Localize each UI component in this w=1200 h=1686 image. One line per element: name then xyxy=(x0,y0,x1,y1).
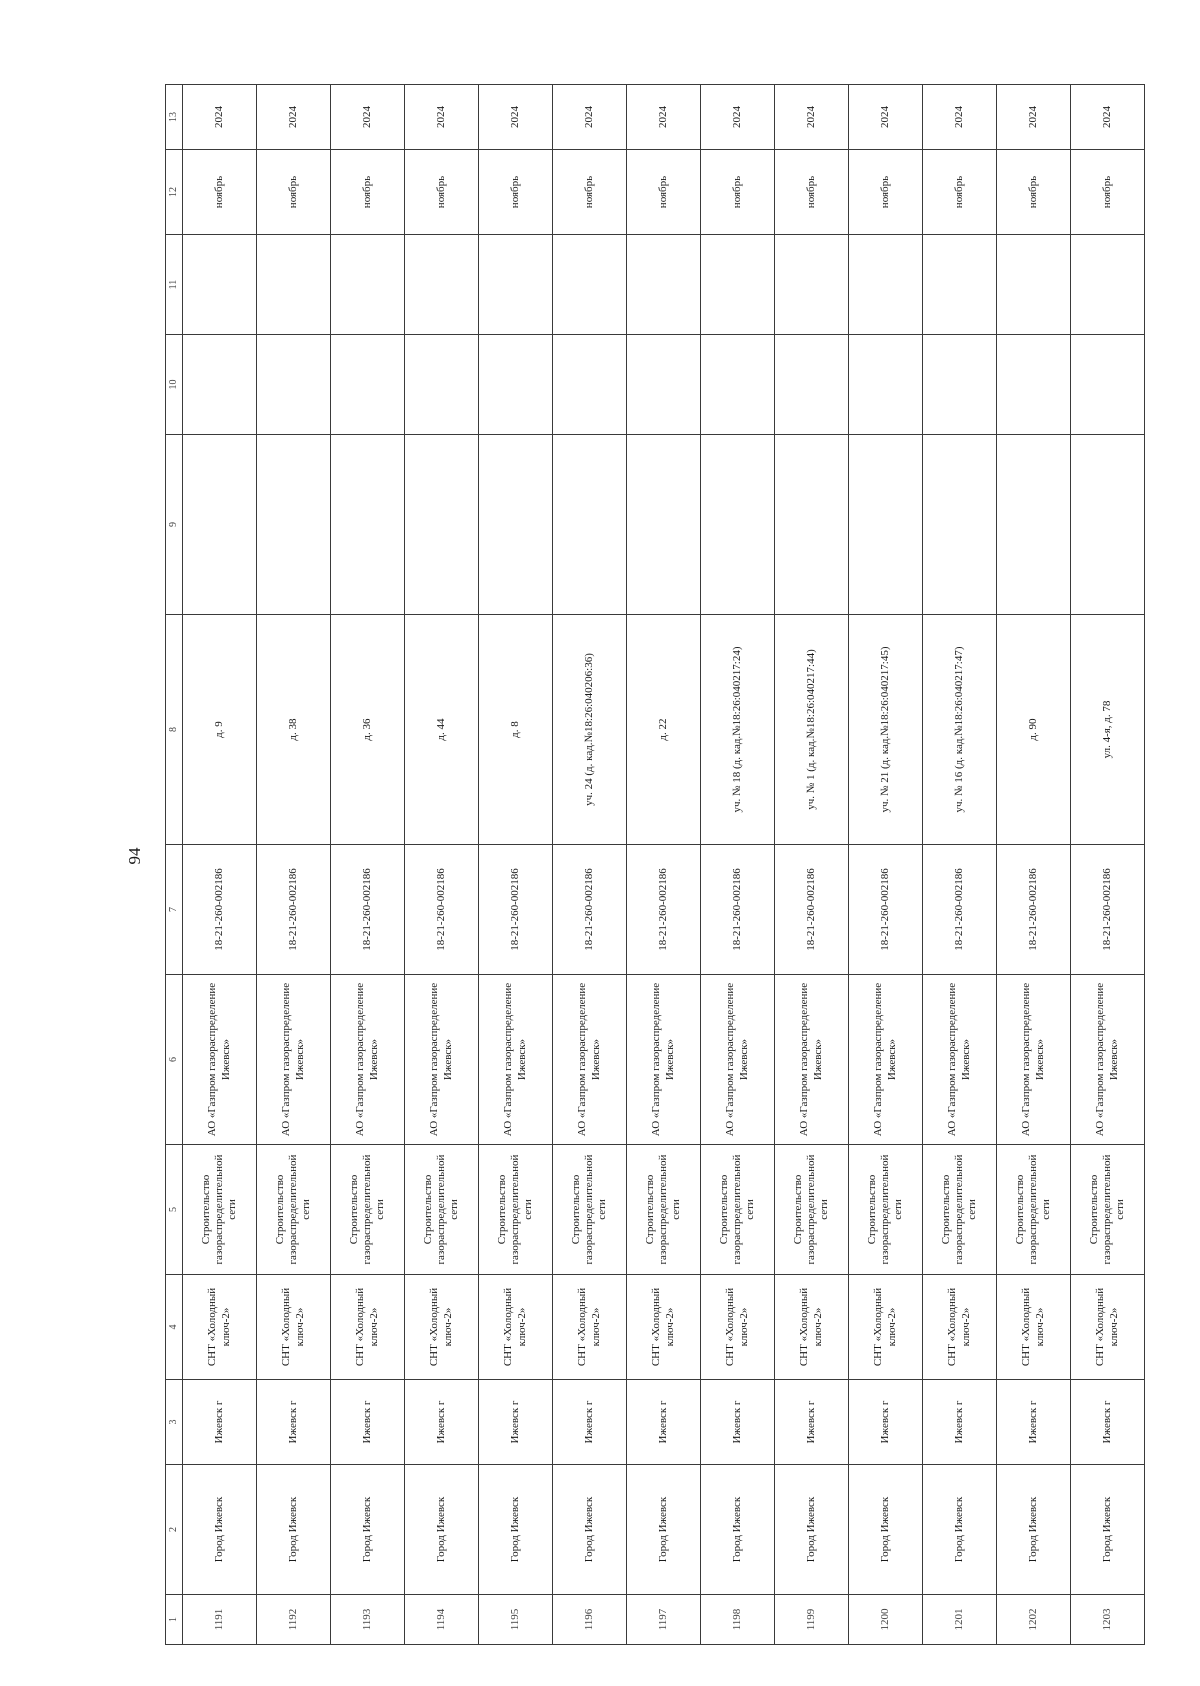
column-11-cell xyxy=(257,235,331,335)
municipality-cell: Город Ижевск xyxy=(553,1465,627,1595)
year-cell: 2024 xyxy=(627,85,701,150)
column-number-cell: 13 xyxy=(166,85,183,150)
year-cell: 2024 xyxy=(183,85,257,150)
object-cell: СНТ «Холодный ключ-2» xyxy=(997,1275,1071,1380)
object-cell: СНТ «Холодный ключ-2» xyxy=(701,1275,775,1380)
owner-cell: АО «Газпром газораспределение Ижевск» xyxy=(849,975,923,1145)
address-cell: д. 22 xyxy=(627,615,701,845)
object-cell: СНТ «Холодный ключ-2» xyxy=(627,1275,701,1380)
municipality-cell: Город Ижевск xyxy=(257,1465,331,1595)
column-11-cell xyxy=(997,235,1071,335)
column-11-cell xyxy=(1071,235,1145,335)
year-cell: 2024 xyxy=(479,85,553,150)
object-cell: СНТ «Холодный ключ-2» xyxy=(257,1275,331,1380)
column-11-cell xyxy=(627,235,701,335)
address-cell: уч. 24 (д. кад.№18:26:040206:36) xyxy=(553,615,627,845)
column-number-cell: 6 xyxy=(166,975,183,1145)
locality-cell: Ижевск г xyxy=(849,1380,923,1465)
registry-code-cell: 18-21-260-002186 xyxy=(923,845,997,975)
column-9-cell xyxy=(553,435,627,615)
column-11-cell xyxy=(849,235,923,335)
locality-cell: Ижевск г xyxy=(183,1380,257,1465)
owner-cell: АО «Газпром газораспределение Ижевск» xyxy=(997,975,1071,1145)
table-row xyxy=(183,85,257,1645)
column-10-cell xyxy=(183,335,257,435)
municipality-cell: Город Ижевск xyxy=(183,1465,257,1595)
row-number-cell: 1196 xyxy=(553,1595,627,1645)
address-cell: д. 36 xyxy=(331,615,405,845)
registry-code-cell: 18-21-260-002186 xyxy=(849,845,923,975)
year-cell: 2024 xyxy=(1071,85,1145,150)
column-10-cell xyxy=(775,335,849,435)
column-11-cell xyxy=(331,235,405,335)
column-11-cell xyxy=(923,235,997,335)
year-cell: 2024 xyxy=(849,85,923,150)
month-cell: ноябрь xyxy=(775,150,849,235)
work-type-cell: Строительство газораспределительной сети xyxy=(997,1145,1071,1275)
work-type-cell: Строительство газораспределительной сети xyxy=(257,1145,331,1275)
registry-code-cell: 18-21-260-002186 xyxy=(775,845,849,975)
locality-cell: Ижевск г xyxy=(923,1380,997,1465)
column-number-cell: 4 xyxy=(166,1275,183,1380)
work-type-cell: Строительство газораспределительной сети xyxy=(701,1145,775,1275)
municipality-cell: Город Ижевск xyxy=(331,1465,405,1595)
locality-cell: Ижевск г xyxy=(553,1380,627,1465)
owner-cell: АО «Газпром газораспределение Ижевск» xyxy=(331,975,405,1145)
page-number: 94 xyxy=(125,847,144,865)
table-landscape-frame xyxy=(165,85,1127,1645)
row-number-cell: 1200 xyxy=(849,1595,923,1645)
table-row xyxy=(849,85,923,1645)
municipality-cell: Город Ижевск xyxy=(775,1465,849,1595)
year-cell: 2024 xyxy=(923,85,997,150)
column-9-cell xyxy=(997,435,1071,615)
object-cell: СНТ «Холодный ключ-2» xyxy=(183,1275,257,1380)
object-cell: СНТ «Холодный ключ-2» xyxy=(1071,1275,1145,1380)
address-cell: ул. 4-я, д. 78 xyxy=(1071,615,1145,845)
month-cell: ноябрь xyxy=(405,150,479,235)
registry-code-cell: 18-21-260-002186 xyxy=(183,845,257,975)
locality-cell: Ижевск г xyxy=(701,1380,775,1465)
month-cell: ноябрь xyxy=(849,150,923,235)
municipality-cell: Город Ижевск xyxy=(849,1465,923,1595)
locality-cell: Ижевск г xyxy=(775,1380,849,1465)
column-10-cell xyxy=(997,335,1071,435)
column-11-cell xyxy=(775,235,849,335)
owner-cell: АО «Газпром газораспределение Ижевск» xyxy=(627,975,701,1145)
work-type-cell: Строительство газораспределительной сети xyxy=(923,1145,997,1275)
locality-cell: Ижевск г xyxy=(257,1380,331,1465)
locality-cell: Ижевск г xyxy=(627,1380,701,1465)
year-cell: 2024 xyxy=(775,85,849,150)
registry-code-cell: 18-21-260-002186 xyxy=(997,845,1071,975)
month-cell: ноябрь xyxy=(923,150,997,235)
owner-cell: АО «Газпром газораспределение Ижевск» xyxy=(1071,975,1145,1145)
column-number-cell: 7 xyxy=(166,845,183,975)
column-11-cell xyxy=(405,235,479,335)
column-10-cell xyxy=(257,335,331,435)
registry-code-cell: 18-21-260-002186 xyxy=(627,845,701,975)
address-cell: д. 90 xyxy=(997,615,1071,845)
owner-cell: АО «Газпром газораспределение Ижевск» xyxy=(923,975,997,1145)
registry-code-cell: 18-21-260-002186 xyxy=(479,845,553,975)
column-10-cell xyxy=(1071,335,1145,435)
column-number-cell: 10 xyxy=(166,335,183,435)
address-cell: д. 38 xyxy=(257,615,331,845)
column-9-cell xyxy=(701,435,775,615)
table-row xyxy=(701,85,775,1645)
row-number-cell: 1193 xyxy=(331,1595,405,1645)
municipality-cell: Город Ижевск xyxy=(923,1465,997,1595)
registry-code-cell: 18-21-260-002186 xyxy=(257,845,331,975)
address-cell: уч. № 16 (д. кад.№18:26:040217:47) xyxy=(923,615,997,845)
table-row xyxy=(997,85,1071,1645)
table-row xyxy=(627,85,701,1645)
locality-cell: Ижевск г xyxy=(405,1380,479,1465)
month-cell: ноябрь xyxy=(997,150,1071,235)
row-number-cell: 1202 xyxy=(997,1595,1071,1645)
column-9-cell xyxy=(479,435,553,615)
registry-code-cell: 18-21-260-002186 xyxy=(1071,845,1145,975)
owner-cell: АО «Газпром газораспределение Ижевск» xyxy=(405,975,479,1145)
work-type-cell: Строительство газораспределительной сети xyxy=(405,1145,479,1275)
month-cell: ноябрь xyxy=(627,150,701,235)
column-11-cell xyxy=(553,235,627,335)
row-number-cell: 1199 xyxy=(775,1595,849,1645)
year-cell: 2024 xyxy=(331,85,405,150)
owner-cell: АО «Газпром газораспределение Ижевск» xyxy=(479,975,553,1145)
work-type-cell: Строительство газораспределительной сети xyxy=(553,1145,627,1275)
table-row xyxy=(923,85,997,1645)
column-number-cell: 11 xyxy=(166,235,183,335)
owner-cell: АО «Газпром газораспределение Ижевск» xyxy=(701,975,775,1145)
column-9-cell xyxy=(183,435,257,615)
table-row xyxy=(1071,85,1145,1645)
month-cell: ноябрь xyxy=(1071,150,1145,235)
row-number-cell: 1197 xyxy=(627,1595,701,1645)
column-11-cell xyxy=(701,235,775,335)
owner-cell: АО «Газпром газораспределение Ижевск» xyxy=(257,975,331,1145)
column-number-cell: 9 xyxy=(166,435,183,615)
column-9-cell xyxy=(923,435,997,615)
row-number-cell: 1192 xyxy=(257,1595,331,1645)
locality-cell: Ижевск г xyxy=(331,1380,405,1465)
column-number-cell: 8 xyxy=(166,615,183,845)
column-10-cell xyxy=(627,335,701,435)
month-cell: ноябрь xyxy=(257,150,331,235)
object-cell: СНТ «Холодный ключ-2» xyxy=(479,1275,553,1380)
column-number-cell: 1 xyxy=(166,1595,183,1645)
column-9-cell xyxy=(849,435,923,615)
owner-cell: АО «Газпром газораспределение Ижевск» xyxy=(553,975,627,1145)
column-number-cell: 3 xyxy=(166,1380,183,1465)
work-type-cell: Строительство газораспределительной сети xyxy=(775,1145,849,1275)
month-cell: ноябрь xyxy=(553,150,627,235)
column-number-cell: 2 xyxy=(166,1465,183,1595)
address-cell: уч. № 18 (д. кад.№18:26:040217:24) xyxy=(701,615,775,845)
table-row xyxy=(479,85,553,1645)
column-11-cell xyxy=(479,235,553,335)
year-cell: 2024 xyxy=(701,85,775,150)
work-type-cell: Строительство газораспределительной сети xyxy=(479,1145,553,1275)
locality-cell: Ижевск г xyxy=(1071,1380,1145,1465)
column-10-cell xyxy=(405,335,479,435)
registry-code-cell: 18-21-260-002186 xyxy=(553,845,627,975)
row-number-cell: 1203 xyxy=(1071,1595,1145,1645)
column-9-cell xyxy=(1071,435,1145,615)
column-10-cell xyxy=(701,335,775,435)
locality-cell: Ижевск г xyxy=(997,1380,1071,1465)
row-number-cell: 1201 xyxy=(923,1595,997,1645)
address-cell: д. 9 xyxy=(183,615,257,845)
work-type-cell: Строительство газораспределительной сети xyxy=(183,1145,257,1275)
municipality-cell: Город Ижевск xyxy=(627,1465,701,1595)
row-number-cell: 1194 xyxy=(405,1595,479,1645)
column-number-cell: 12 xyxy=(166,150,183,235)
work-type-cell: Строительство газораспределительной сети xyxy=(1071,1145,1145,1275)
municipality-cell: Город Ижевск xyxy=(405,1465,479,1595)
address-cell: д. 8 xyxy=(479,615,553,845)
row-number-cell: 1195 xyxy=(479,1595,553,1645)
column-number-row xyxy=(166,85,183,1645)
column-11-cell xyxy=(183,235,257,335)
row-number-cell: 1191 xyxy=(183,1595,257,1645)
table-row xyxy=(257,85,331,1645)
address-cell: д. 44 xyxy=(405,615,479,845)
municipality-cell: Город Ижевск xyxy=(479,1465,553,1595)
object-cell: СНТ «Холодный ключ-2» xyxy=(405,1275,479,1380)
municipality-cell: Город Ижевск xyxy=(701,1465,775,1595)
object-cell: СНТ «Холодный ключ-2» xyxy=(331,1275,405,1380)
registry-code-cell: 18-21-260-002186 xyxy=(701,845,775,975)
month-cell: ноябрь xyxy=(331,150,405,235)
column-9-cell xyxy=(331,435,405,615)
work-type-cell: Строительство газораспределительной сети xyxy=(331,1145,405,1275)
work-type-cell: Строительство газораспределительной сети xyxy=(627,1145,701,1275)
column-9-cell xyxy=(405,435,479,615)
table-rotation-wrapper xyxy=(165,85,1127,1645)
month-cell: ноябрь xyxy=(701,150,775,235)
table-row xyxy=(331,85,405,1645)
table-body xyxy=(166,85,1145,1645)
year-cell: 2024 xyxy=(997,85,1071,150)
year-cell: 2024 xyxy=(257,85,331,150)
owner-cell: АО «Газпром газораспределение Ижевск» xyxy=(775,975,849,1145)
owner-cell: АО «Газпром газораспределение Ижевск» xyxy=(183,975,257,1145)
month-cell: ноябрь xyxy=(479,150,553,235)
municipality-cell: Город Ижевск xyxy=(1071,1465,1145,1595)
column-9-cell xyxy=(627,435,701,615)
registry-code-cell: 18-21-260-002186 xyxy=(405,845,479,975)
object-cell: СНТ «Холодный ключ-2» xyxy=(775,1275,849,1380)
locality-cell: Ижевск г xyxy=(479,1380,553,1465)
column-10-cell xyxy=(331,335,405,435)
schedule-table xyxy=(165,84,1145,1645)
table-row xyxy=(553,85,627,1645)
address-cell: уч. № 21 (д. кад.№18:26:040217:45) xyxy=(849,615,923,845)
row-number-cell: 1198 xyxy=(701,1595,775,1645)
object-cell: СНТ «Холодный ключ-2» xyxy=(849,1275,923,1380)
year-cell: 2024 xyxy=(405,85,479,150)
registry-code-cell: 18-21-260-002186 xyxy=(331,845,405,975)
column-10-cell xyxy=(479,335,553,435)
table-row xyxy=(775,85,849,1645)
column-10-cell xyxy=(923,335,997,435)
object-cell: СНТ «Холодный ключ-2» xyxy=(553,1275,627,1380)
table-row xyxy=(405,85,479,1645)
year-cell: 2024 xyxy=(553,85,627,150)
column-number-cell: 5 xyxy=(166,1145,183,1275)
column-10-cell xyxy=(553,335,627,435)
column-10-cell xyxy=(849,335,923,435)
object-cell: СНТ «Холодный ключ-2» xyxy=(923,1275,997,1380)
column-9-cell xyxy=(257,435,331,615)
municipality-cell: Город Ижевск xyxy=(997,1465,1071,1595)
month-cell: ноябрь xyxy=(183,150,257,235)
address-cell: уч. № 1 (д. кад.№18:26:040217:44) xyxy=(775,615,849,845)
work-type-cell: Строительство газораспределительной сети xyxy=(849,1145,923,1275)
column-9-cell xyxy=(775,435,849,615)
